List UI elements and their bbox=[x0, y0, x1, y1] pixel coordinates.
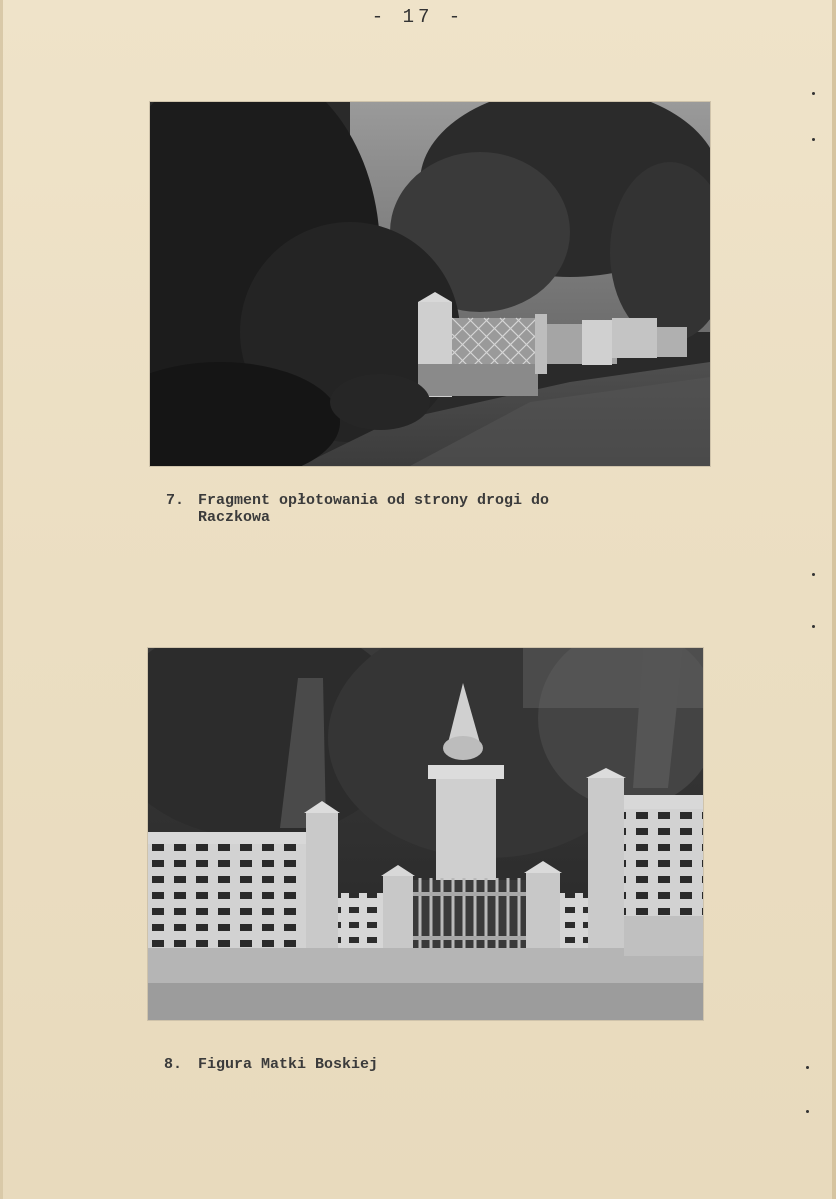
figure-caption-8 bbox=[164, 1056, 634, 1073]
figure-number: 7. bbox=[166, 492, 185, 509]
edge-mark bbox=[812, 625, 815, 628]
figure-caption-7 bbox=[166, 492, 636, 526]
edge-mark bbox=[812, 573, 815, 576]
caption-text-line1: Fragment opłotowania od strony drogi do bbox=[198, 492, 550, 509]
photo-wayside-shrine bbox=[148, 648, 703, 1020]
caption-text-line2: Raczkowa bbox=[198, 509, 271, 526]
edge-mark bbox=[806, 1110, 809, 1113]
page-number: - 17 - bbox=[371, 6, 465, 28]
caption-text-line1: Figura Matki Boskiej bbox=[198, 1056, 379, 1073]
edge-mark bbox=[812, 138, 815, 141]
edge-mark bbox=[806, 1066, 809, 1069]
figure-number: 8. bbox=[164, 1056, 183, 1073]
photo-fence-fragment bbox=[150, 102, 710, 466]
edge-mark bbox=[812, 92, 815, 95]
